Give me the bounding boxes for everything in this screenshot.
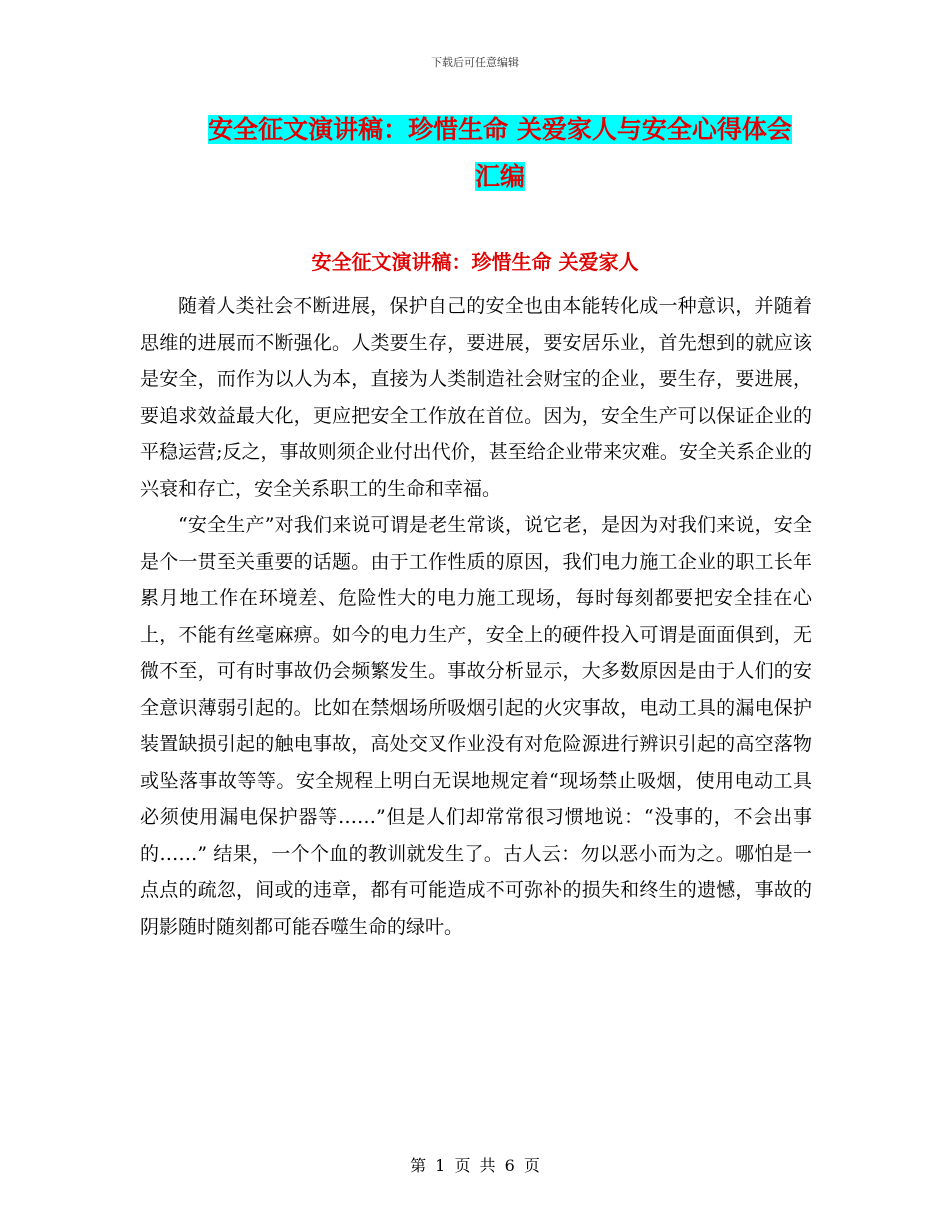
page-number: 第 1 页 共 6 页	[410, 1156, 540, 1175]
document-title-line2: 汇编	[474, 162, 525, 191]
body-text	[140, 288, 812, 945]
page-header-note: 下载后可任意编辑	[431, 56, 519, 69]
paragraph: 随着人类社会不断进展，保护自己的安全也由本能转化成一种意识，并随着思维的进展而不断强化。人类要生存，要进展，要安居乐业，首先想到的就应该是安全，而作为以人为本，直接为人类制造社会财宝的企业，要生存，要进展，要追求效益最大化，更应把安全工作放在首位。因为，安全生产可以保证企业的平稳运营;反之，事故则须企业付出代价，甚至给企业带来灾难。安全关系企业的兴衰和存亡，安全关系职工的生命和幸福。	[140, 295, 812, 500]
document-title	[140, 106, 860, 200]
document-title-line1: 安全征文演讲稿：珍惜生命 关爱家人与安全心得体会	[208, 115, 792, 144]
paragraph: “安全生产”对我们来说可谓是老生常谈，说它老，是因为对我们来说，安全是个一贯至关重要的话题。由于工作性质的原因，我们电力施工企业的职工长年累月地工作在环境差、危险性大的电力施工现场，每时每刻都要把安全挂在心上，不能有丝毫麻痹。如今的电力生产，安全上的硬件投入可谓是面面俱到，无微不至，可有时事故仍会频繁发生。事故分析显示，大多数原因是由于人们的安全意识薄弱引起的。比如在禁烟场所吸烟引起的火灾事故，电动工具的漏电保护装置缺损引起的触电事故，高处交叉作业没有对危险源进行辨识引起的高空落物或坠落事故等等。安全规程上明白无误地规定着“现场禁止吸烟，使用电动工具必须使用漏电保护器等……”但是人们却常常很习惯地说：“没事的，不会出事的……” 结果，一个个血的教训就发生了。古人云：勿以恶小而为之。哪怕是一点点的疏忽，间或的违章，都有可能造成不可弥补的损失和终生的遗憾，事故的阴影随时随刻都可能吞噬生命的绿叶。	[140, 514, 812, 938]
section-title: 安全征文演讲稿：珍惜生命 关爱家人	[311, 250, 639, 274]
